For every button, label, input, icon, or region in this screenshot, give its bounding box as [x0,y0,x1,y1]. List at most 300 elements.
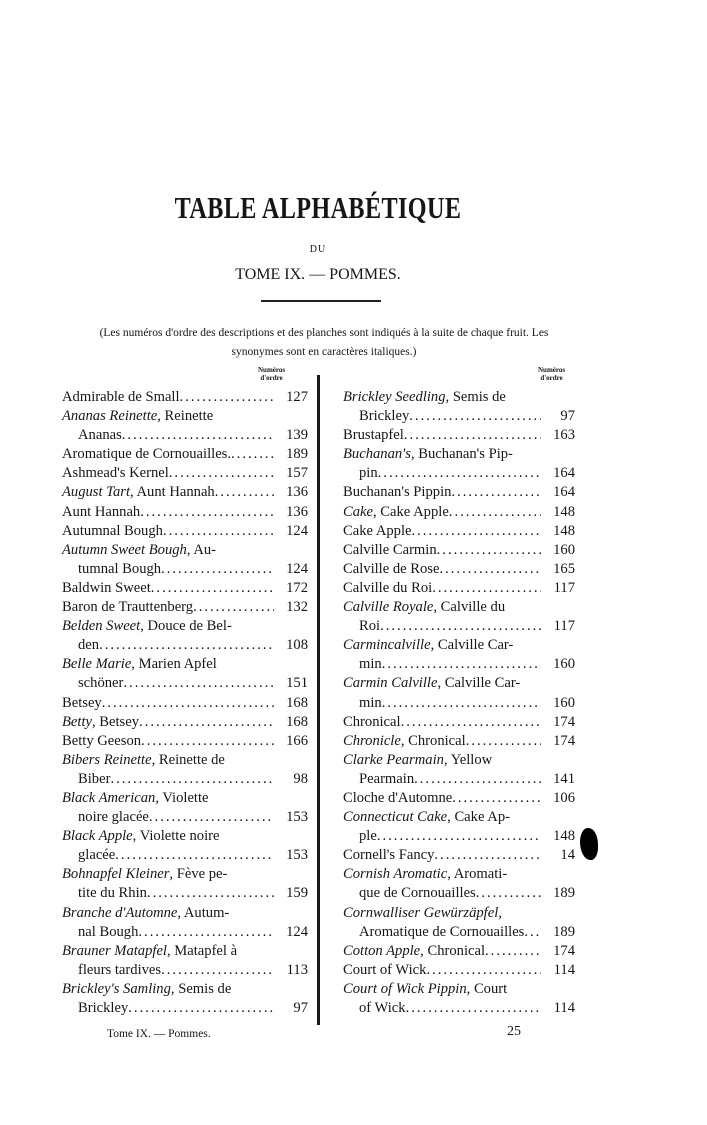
synonym-name: Connecticut Cake [343,809,448,826]
dot-leader [513,636,541,655]
dot-leader [510,808,541,827]
entry-text: , Court [466,980,508,997]
index-entry-continuation [62,923,308,942]
dot-leader [505,598,541,617]
index-entry [343,732,575,751]
index-entry [62,445,308,464]
entry-number: 106 [553,789,575,806]
entry-text: , Calville Car- [430,637,514,654]
index-entry [62,598,308,617]
index-entry [62,407,308,426]
dot-leader [492,751,541,770]
synonym-name: Cornwalliser Gewürzäpfel [343,904,499,921]
index-entry [343,808,575,827]
entry-number: 141 [553,770,575,787]
right-column-header [538,366,565,382]
entry-number [274,617,308,636]
entry-number: 172 [286,579,308,596]
synonym-name: Black Apple [62,828,133,845]
index-entry [62,464,308,483]
dot-leader [380,617,541,636]
dot-leader [147,884,274,903]
entry-text: Brickley [78,1000,129,1016]
synonym-name: Cake [343,503,373,520]
entry-text: Court of Wick [343,961,427,978]
entry-text: nal Bough [78,923,139,940]
entry-text: , Calville Car- [437,675,521,692]
index-entry [343,636,575,655]
dot-leader [485,942,541,961]
index-entry-continuation [62,560,308,579]
synonym-name: Brauner Matapfel [62,942,167,959]
entry-number: 189 [553,923,575,940]
synonym-name: August Tart [62,484,130,501]
index-entry [62,694,308,713]
index-entry [62,655,308,674]
dot-leader [401,713,541,732]
index-entry [343,751,575,770]
synonym-name: Carmin Calville [343,675,438,692]
entry-number: 157 [286,465,308,482]
dot-leader [432,579,541,598]
dot-leader [237,942,274,961]
entry-number: 189 [553,885,575,902]
entry-text: min [359,694,382,711]
index-entry [343,904,575,923]
column-divider [317,375,320,1025]
entry-text: Ashmead's Kernel [62,465,169,482]
synonym-name: Chronicle [343,732,401,749]
entry-text: Calville Carmin [343,541,437,558]
entry-text: , Chronical [400,732,466,749]
dot-leader [426,961,541,980]
index-entry-continuation [62,999,308,1018]
index-entry-continuation [343,407,575,426]
page-title: TABLE ALPHABÉTIQUE [174,190,462,225]
entry-text: Brustapfel [343,427,404,444]
entry-number [541,865,575,884]
dot-leader [140,503,274,522]
entry-number: 174 [553,713,575,730]
dot-leader [219,827,274,846]
dot-leader [115,846,274,865]
synonym-name: Clarke Pearmain [343,751,444,768]
ink-blot [580,828,598,860]
entry-number: 148 [553,828,575,845]
dot-leader [161,560,274,579]
entry-text: Admirable de Small [62,389,180,405]
entry-text: , Calville du [433,599,506,616]
synonym-name: Court of Wick Pippin [343,980,467,997]
entry-text: , Douce de Bel- [140,618,232,635]
synonym-name: Cornish Aromatic [343,866,448,883]
entry-text: Brickley [359,408,410,425]
entry-number [541,445,575,464]
header-line: d'ordre [540,374,563,382]
dot-leader [110,770,274,789]
entry-text: Aromatique de Cornouailles [359,923,525,940]
entry-text: Cornell's Fancy [343,847,435,864]
dot-leader [227,865,274,884]
index-entry [62,503,308,522]
dot-leader [122,426,274,445]
entry-number: 163 [553,427,575,444]
index-entry [343,426,575,445]
index-entry-continuation [343,999,575,1018]
entry-number [274,865,308,884]
index-entry [343,560,575,579]
entry-number [541,674,575,693]
synonym-name: Brickley Seedling [343,389,446,405]
entry-text: Aromatique de Cornouailles. [62,446,232,463]
dot-leader [502,904,541,923]
index-entry [62,713,308,732]
index-entry [343,846,575,865]
index-entry-continuation [343,827,575,846]
entry-text: , Buchanan's Pip- [410,446,513,463]
entry-number: 148 [553,503,575,520]
dot-leader [102,694,274,713]
dot-leader [123,674,274,693]
dot-leader [378,464,541,483]
index-entry-continuation [62,674,308,693]
synonym-name: Branche d'Automne [62,904,178,921]
dot-leader [507,980,541,999]
index-entry [343,942,575,961]
entry-text: Autumnal Bough [62,522,163,539]
dot-leader [161,961,274,980]
entry-text: schöner [78,675,124,692]
entry-number: 98 [293,770,308,787]
entry-number: 160 [553,656,575,673]
entry-text: Calville de Rose [343,560,440,577]
dot-leader [99,636,274,655]
dot-leader [382,694,541,713]
entry-number: 160 [553,694,575,711]
dot-leader [231,980,274,999]
index-entry [62,617,308,636]
index-entry-continuation [62,846,308,865]
entry-text: , Marien Apfel [131,656,217,673]
index-entry-continuation [343,770,575,789]
entry-number: 148 [553,522,575,539]
index-entry [343,388,575,407]
entry-text: fleurs tardives [78,961,162,978]
header-line: d'ordre [260,374,283,382]
entry-number: 117 [553,579,575,596]
entry-number: 136 [286,503,308,520]
entry-text: glacée [78,847,116,864]
entry-text: , Violette [155,789,209,806]
entry-number [274,904,308,923]
entry-text: , Violette noire [132,828,220,845]
entry-number [274,541,308,560]
dot-leader [169,464,274,483]
entry-text: , Cake Ap- [447,809,510,826]
dot-leader [506,388,541,407]
entry-number: 168 [286,713,308,730]
dot-leader [437,541,541,560]
index-entry [62,579,308,598]
dot-leader [128,999,274,1018]
entry-number: 153 [286,809,308,826]
dot-leader [409,407,541,426]
left-column-header [258,366,285,382]
dot-leader [217,655,274,674]
synonym-name: Ananas Reinette [62,408,158,425]
dot-leader [215,483,274,502]
entry-text: , Au- [186,541,217,558]
dot-leader [216,541,274,560]
dot-leader [406,999,541,1018]
entry-text: Biber [78,770,111,787]
entry-number: 189 [286,446,308,463]
dot-leader [466,732,541,751]
synonym-name: Brickley's Samling [62,980,171,997]
dot-leader [404,426,541,445]
dot-leader [231,445,274,464]
entry-number [274,407,308,426]
entry-text: , Betsey [91,713,140,730]
entry-text: tite du Rhin [78,885,147,902]
running-footer: Tome IX. — Pommes. [107,1028,211,1040]
dot-leader [141,732,274,751]
dot-leader [377,827,541,846]
dot-leader [232,617,274,636]
entry-number: 164 [553,484,575,501]
index-entry [343,522,575,541]
index-entry [62,827,308,846]
entry-text: ple [359,828,377,845]
entry-number: 14 [560,847,575,864]
entry-text: tumnal Bough [78,560,162,577]
synonym-name: Buchanan's [343,446,411,463]
signature-mark: 25 [507,1024,521,1039]
index-entry-continuation [62,961,308,980]
index-entry [343,541,575,560]
entry-number: 160 [553,541,575,558]
dot-leader [520,674,541,693]
entry-text: , [498,904,502,921]
synonym-name: Autumn Sweet Bough [62,541,187,558]
index-entry [62,541,308,560]
index-entry [62,942,308,961]
synonym-name: Carmincalville [343,637,431,654]
index-entry [343,674,575,693]
entry-number [274,789,308,808]
index-entry-continuation [343,884,575,903]
dot-leader [414,770,541,789]
index-entry-continuation [343,923,575,942]
dot-leader [513,445,541,464]
dot-leader [451,483,541,502]
entry-number: 108 [286,637,308,654]
entry-text: , Reinette de [151,751,225,768]
synonym-name: Belden Sweet [62,618,141,635]
dot-leader [439,560,541,579]
index-entry-continuation [62,884,308,903]
synonym-name: Belle Marie [62,656,132,673]
entry-text: Cake Apple [343,522,412,539]
dot-leader [151,579,274,598]
entry-number: 136 [286,484,308,501]
left-index-column [62,388,308,1018]
entry-text: , Fève pe- [169,866,228,883]
entry-number [541,904,575,923]
entry-number [274,980,308,999]
index-entry-continuation [343,694,575,713]
entry-number: 117 [553,618,575,635]
index-entry [343,598,575,617]
index-entry [343,445,575,464]
right-index-column [343,388,575,1018]
dot-leader [163,522,274,541]
entry-text: Betty Geeson [62,732,142,749]
entry-text: , Cake Apple [373,503,449,520]
index-entry-continuation [62,636,308,655]
subtitle-du: DU [309,244,327,255]
entry-text: Roi [359,618,381,635]
entry-number: 164 [553,465,575,482]
dot-leader [180,388,274,407]
index-entry [62,732,308,751]
index-entry [343,980,575,999]
synonym-name: Bohnapfel Kleiner [62,866,170,883]
synonym-name: Bibers Reinette [62,751,152,768]
entry-number [541,598,575,617]
entry-text: of Wick [359,1000,406,1016]
index-entry [343,579,575,598]
dot-leader [452,789,541,808]
entry-text: , Chronical [420,942,486,959]
entry-text: Betsey [62,694,102,711]
index-entry [62,388,308,407]
entry-number: 174 [553,942,575,959]
dot-leader [209,789,274,808]
entry-number: 114 [553,961,575,978]
index-entry-continuation [62,808,308,827]
index-entry [62,980,308,999]
index-entry-continuation [343,617,575,636]
dot-leader [434,846,541,865]
dot-leader [213,407,274,426]
entry-number [274,942,308,961]
entry-number [541,751,575,770]
entry-text: Calville du Roi [343,579,433,596]
header-line: Numéros [538,366,566,374]
entry-number: 165 [553,560,575,577]
entry-number: 132 [286,599,308,616]
entry-number: 124 [286,923,308,940]
entry-text: Buchanan's Pippin [343,484,452,501]
index-entry [343,961,575,980]
index-entry-continuation [343,464,575,483]
index-entry [343,865,575,884]
dot-leader [229,904,274,923]
entry-number [274,751,308,770]
index-entry-continuation [343,655,575,674]
entry-number [541,980,575,999]
entry-text: , Yellow [443,751,493,768]
entry-text: Baron de Trauttenberg [62,599,194,616]
synonym-name: Betty [62,713,92,730]
entry-text: Baldwin Sweet [62,579,151,596]
synonym-name: Calville Royale [343,599,434,616]
entry-number: 151 [286,675,308,692]
entry-text: pin [359,465,378,482]
dot-leader [149,808,274,827]
dot-leader [138,923,274,942]
dot-leader [139,713,274,732]
dot-leader [412,522,542,541]
explanatory-note: (Les numéros d'ordre des descriptions et des planches sont indiqués à la suite de chaque fruit. Les synonymes sont en caractères italiques.) [99,327,549,358]
entry-text: , Aromati- [447,866,508,883]
entry-number: 166 [286,732,308,749]
entry-text: Aunt Hannah [62,503,141,520]
dot-leader [449,503,541,522]
index-entry-continuation [62,770,308,789]
entry-number [541,808,575,827]
index-entry [62,904,308,923]
entry-text: Pearmain [359,770,415,787]
entry-number: 159 [286,885,308,902]
index-entry [62,789,308,808]
entry-number: 153 [286,847,308,864]
entry-number: 174 [553,732,575,749]
entry-text: , Autum- [177,904,230,921]
entry-number [541,636,575,655]
dot-leader [524,923,541,942]
synonym-name: Cotton Apple [343,942,421,959]
index-entry [343,503,575,522]
dot-leader [507,865,541,884]
entry-number [274,655,308,674]
entry-text: , Semis de [445,389,506,405]
entry-text: min [359,656,382,673]
entry-number: 114 [553,1000,575,1016]
dot-leader [193,598,274,617]
dot-leader [225,751,274,770]
entry-text: noire glacée [78,809,149,826]
index-entry [62,522,308,541]
entry-text: den [78,637,100,654]
entry-text: , Reinette [157,408,214,425]
header-line: Numéros [258,366,286,374]
entry-number [541,388,575,407]
entry-text: Chronical [343,713,401,730]
entry-number: 124 [286,522,308,539]
entry-number: 127 [286,389,308,405]
entry-text: que de Cornouailles [359,885,476,902]
synonym-name: Black American [62,789,156,806]
index-entry [343,789,575,808]
entry-number: 97 [293,1000,308,1016]
title-rule [261,300,381,302]
index-entry [343,713,575,732]
entry-text: , Aunt Hannah [130,484,215,501]
index-entry [62,865,308,884]
entry-number: 168 [286,694,308,711]
entry-text: Cloche d'Automne [343,789,453,806]
entry-text: , Semis de [170,980,232,997]
index-entry [62,751,308,770]
entry-text: , Matapfel à [166,942,238,959]
entry-text: Ananas [78,427,122,444]
volume-title: TOME IX. — POMMES. [235,266,401,283]
index-entry [343,483,575,502]
index-entry-continuation [62,426,308,445]
entry-number: 113 [286,961,308,978]
